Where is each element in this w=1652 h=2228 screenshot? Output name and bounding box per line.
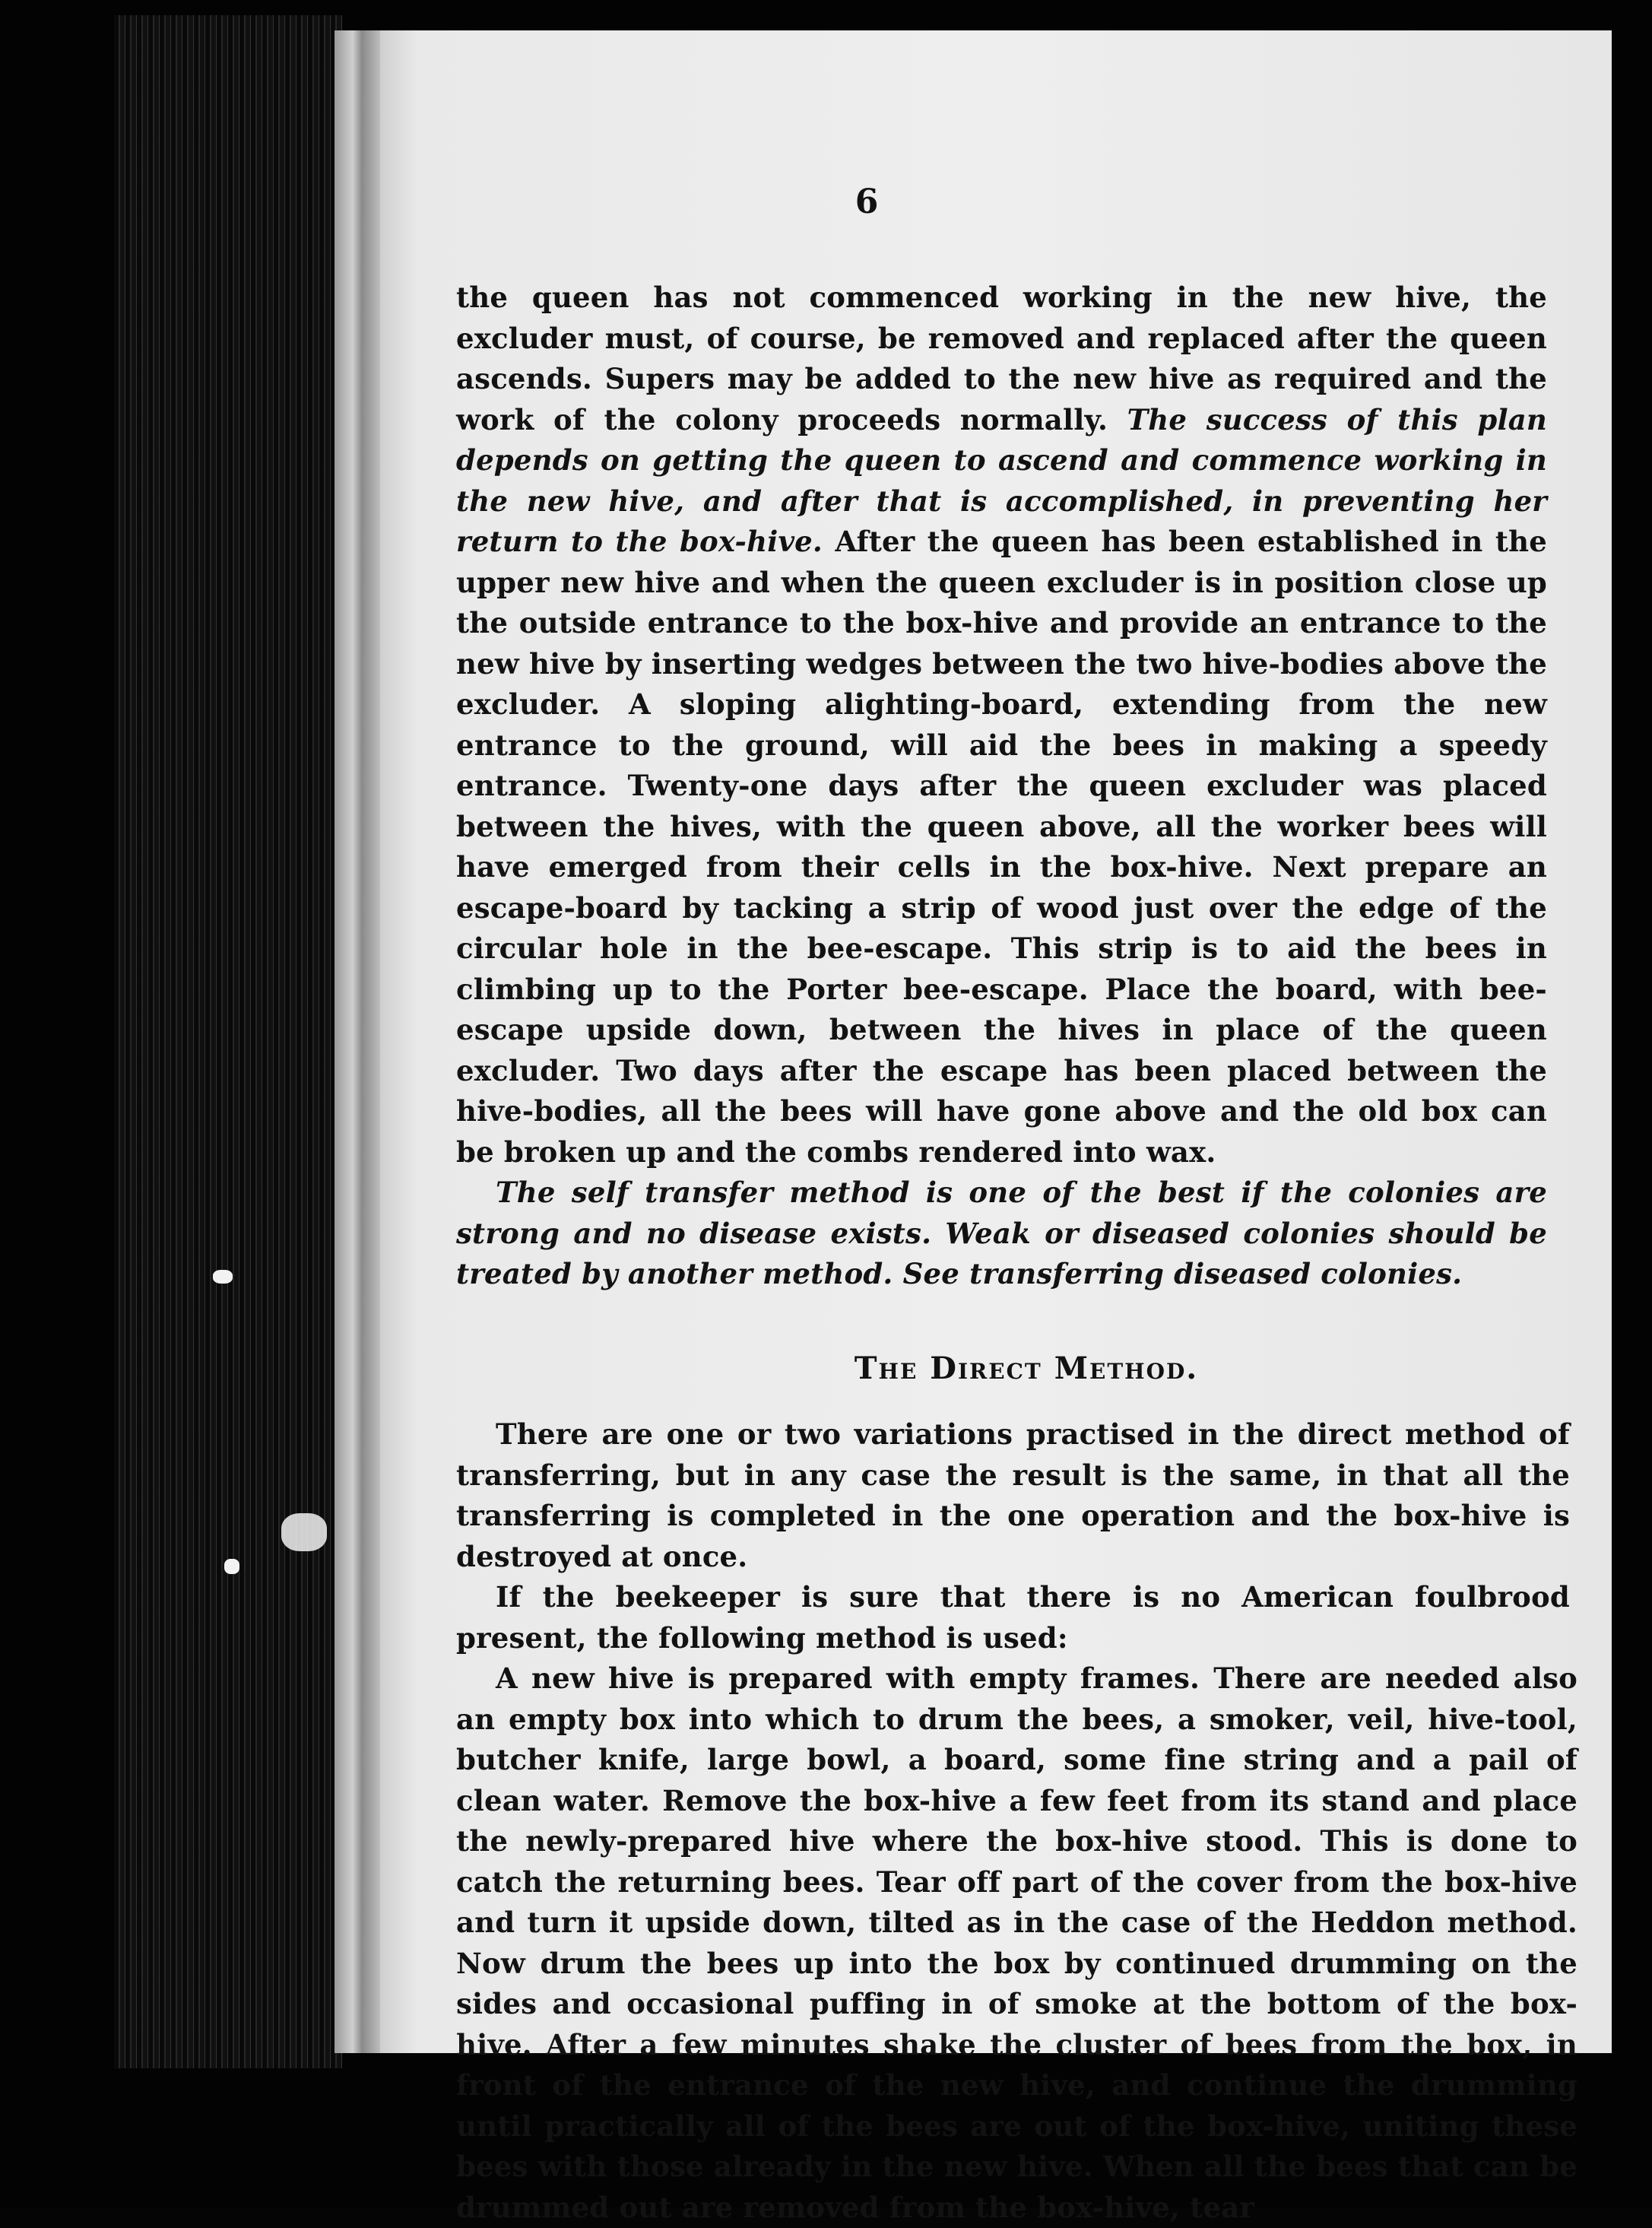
scan-speck	[213, 1270, 233, 1284]
section-heading: The Direct Method.	[854, 1350, 1199, 1386]
italic-paragraph: The self transfer method is one of the best if the colonies are strong and no disease exists. Weak or diseased colonies should be treated by another method. See transferring diseased colonies.	[456, 1176, 1547, 1290]
text-run: the queen has not commenced working in the new hive, the excluder must, of course, be removed and replaced after the queen ascends. Supers may be added to the new hive as required and the work of the colony proceeds normally.	[456, 281, 1547, 436]
page-number: 6	[855, 182, 879, 221]
scan-speck	[224, 1559, 239, 1574]
italic-text-run: The success of this plan depends on getting the queen to ascend and commence working in the new hive, and after that is accomplished, in preventing her return to the box-hive.	[456, 402, 1547, 558]
body-text	[456, 278, 1650, 2228]
text-run: After the queen has been established in the upper new hive and when the queen excluder is in position close up the outside entrance to the box-hive and provide an entrance to the new hive by inserting wedges between the two hive-bodies above the excluder. A sloping alighting-board, extending from the new entrance to the ground, will aid the bees in making a speedy entrance. Twenty-one days after the queen excluder was placed between the hives, with the queen above, all the worker bees will have emerged from their cells in the box-hive. Next prepare an escape-board by tacking a strip of wood just over the edge of the circular hole in the bee-escape. This strip is to aid the bees in climbing up to the Porter bee-escape. Place the board, with bee-escape upside down, between the hives in place of the queen excluder. Two days after the escape has been placed between the hive-bodies, all the bees will have gone above and the old box can be broken up and the combs rendered into wax.	[456, 525, 1547, 1169]
paragraph: A new hive is prepared with empty frames. There are needed also an empty box into which to drum the bees, a smoker, veil, hive-tool, butcher knife, large bowl, a board, some fine string and a pail of clean water. Remove the box-hive a few feet from its stand and place the newly-prepared hive where the box-hive stood. This is done to catch the returning bees. Tear off part of the cover from the box-hive and turn it upside down, tilted as in the case of the Heddon method. Now drum the bees up into the box by continued drumming on the sides and occasional puffing in of smoke at the bottom of the box-hive. After a few minutes shake the cluster of bees from the box, in front of the entrance of the new hive, and continue the drumming until practically all of the bees are out of the box-hive, uniting these bees with those already in the new hive. When all the bees that can be drummed out are removed from the box-hive, tear	[456, 1661, 1577, 2224]
paragraph: There are one or two variations practised in the direct method of transferring, but in any case the result is the same, in that all the transferring is completed in the one operation and the box-hive is destroyed at once.	[456, 1417, 1570, 1573]
scan-speck	[281, 1513, 327, 1551]
book-page	[380, 30, 1612, 2224]
paragraph: If the beekeeper is sure that there is no American foulbrood present, the following method is used:	[456, 1580, 1570, 1655]
paragraph	[456, 278, 1547, 1173]
book-page-edges	[114, 15, 342, 2068]
page-gutter	[335, 30, 380, 2053]
